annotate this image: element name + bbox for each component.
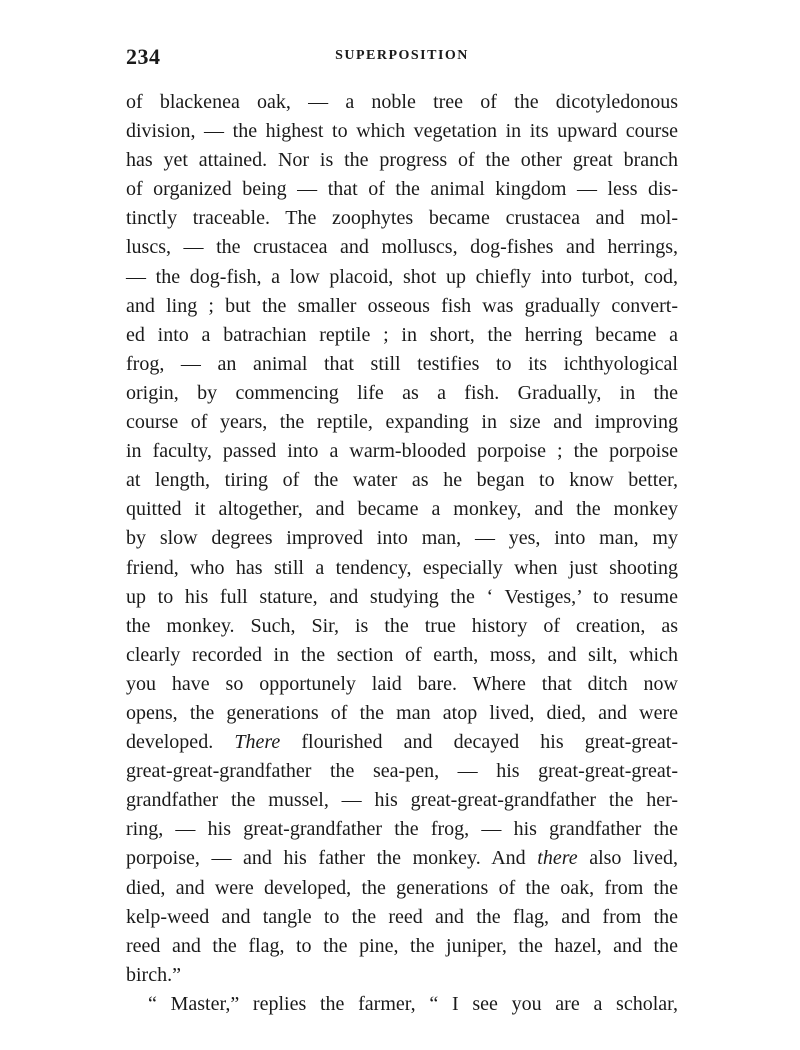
text-line: great-great-grandfather the sea-pen, — his great-great-great-	[126, 760, 678, 783]
text-line: up to his full stature, and studying the ‘ Vestiges,’ to resume	[126, 585, 678, 608]
text-fragment: developed.	[126, 731, 235, 754]
paragraph-end-line: birch.”	[126, 963, 181, 986]
text-line: friend, who has still a tendency, especially when just shooting	[126, 556, 678, 579]
page-header	[126, 44, 678, 74]
text-line: the monkey. Such, Sir, is the true history of creation, as	[126, 614, 678, 637]
text-line: — the dog-fish, a low placoid, shot up chiefly into turbot, cod,	[126, 265, 678, 288]
text-line: clearly recorded in the section of earth, moss, and silt, which	[126, 643, 678, 666]
text-line: by slow degrees improved into man, — yes, into man, my	[126, 527, 678, 550]
text-line: reed and the flag, to the pine, the juniper, the hazel, and the	[126, 934, 678, 957]
text-fragment: also lived,	[577, 847, 678, 870]
text-line: course of years, the reptile, expanding in size and improving	[126, 411, 678, 434]
text-line: frog, — an animal that still testifies to its ichthyological	[126, 352, 678, 375]
emphasized-word: there	[537, 847, 578, 870]
text-line: origin, by commencing life as a fish. Gradually, in the	[126, 381, 678, 404]
text-line: and ling ; but the smaller osseous fish was gradually convert-	[126, 294, 678, 317]
text-line: of blackenea oak, — a noble tree of the dicotyledonous	[126, 91, 678, 113]
text-line: you have so opportunely laid bare. Where that ditch now	[126, 672, 678, 695]
text-fragment: flourished and decayed his great-great-	[280, 731, 678, 754]
text-line: opens, the generations of the man atop lived, died, and were	[126, 701, 678, 724]
text-line: kelp-weed and tangle to the reed and the flag, and from the	[126, 905, 678, 928]
text-line-with-emphasis	[126, 844, 678, 873]
text-line: at length, tiring of the water as he began to know better,	[126, 469, 678, 492]
text-line: luscs, — the crustacea and molluscs, dog-fishes and herrings,	[126, 236, 678, 259]
text-line: ring, — his great-grandfather the frog, — his grandfather the	[126, 818, 678, 841]
text-line: of organized being — that of the animal kingdom — less dis-	[126, 178, 678, 201]
running-head: SUPERPOSITION	[335, 48, 469, 63]
emphasized-word: There	[234, 731, 281, 754]
text-line: died, and were developed, the generations of the oak, from the	[126, 876, 678, 899]
text-line: ed into a batrachian reptile ; in short, the herring became a	[126, 323, 678, 346]
text-line: division, — the highest to which vegetation in its upward course	[126, 120, 678, 143]
text-line: in faculty, passed into a warm-blooded porpoise ; the porpoise	[126, 440, 678, 463]
text-line: has yet attained. Nor is the progress of the other great branch	[126, 149, 678, 172]
text-line: grandfather the mussel, — his great-great-grandfather the her-	[126, 789, 678, 812]
text-line: “ Master,” replies the farmer, “ I see you are a scholar,	[148, 992, 678, 1015]
text-line: quitted it altogether, and became a monkey, and the monkey	[126, 498, 678, 521]
text-fragment: porpoise, — and his father the monkey. And	[126, 847, 538, 870]
page-number: 234	[126, 44, 161, 69]
text-line-with-emphasis	[126, 728, 678, 757]
body-text	[126, 88, 678, 1019]
text-line: tinctly traceable. The zoophytes became crustacea and mol-	[126, 207, 678, 230]
